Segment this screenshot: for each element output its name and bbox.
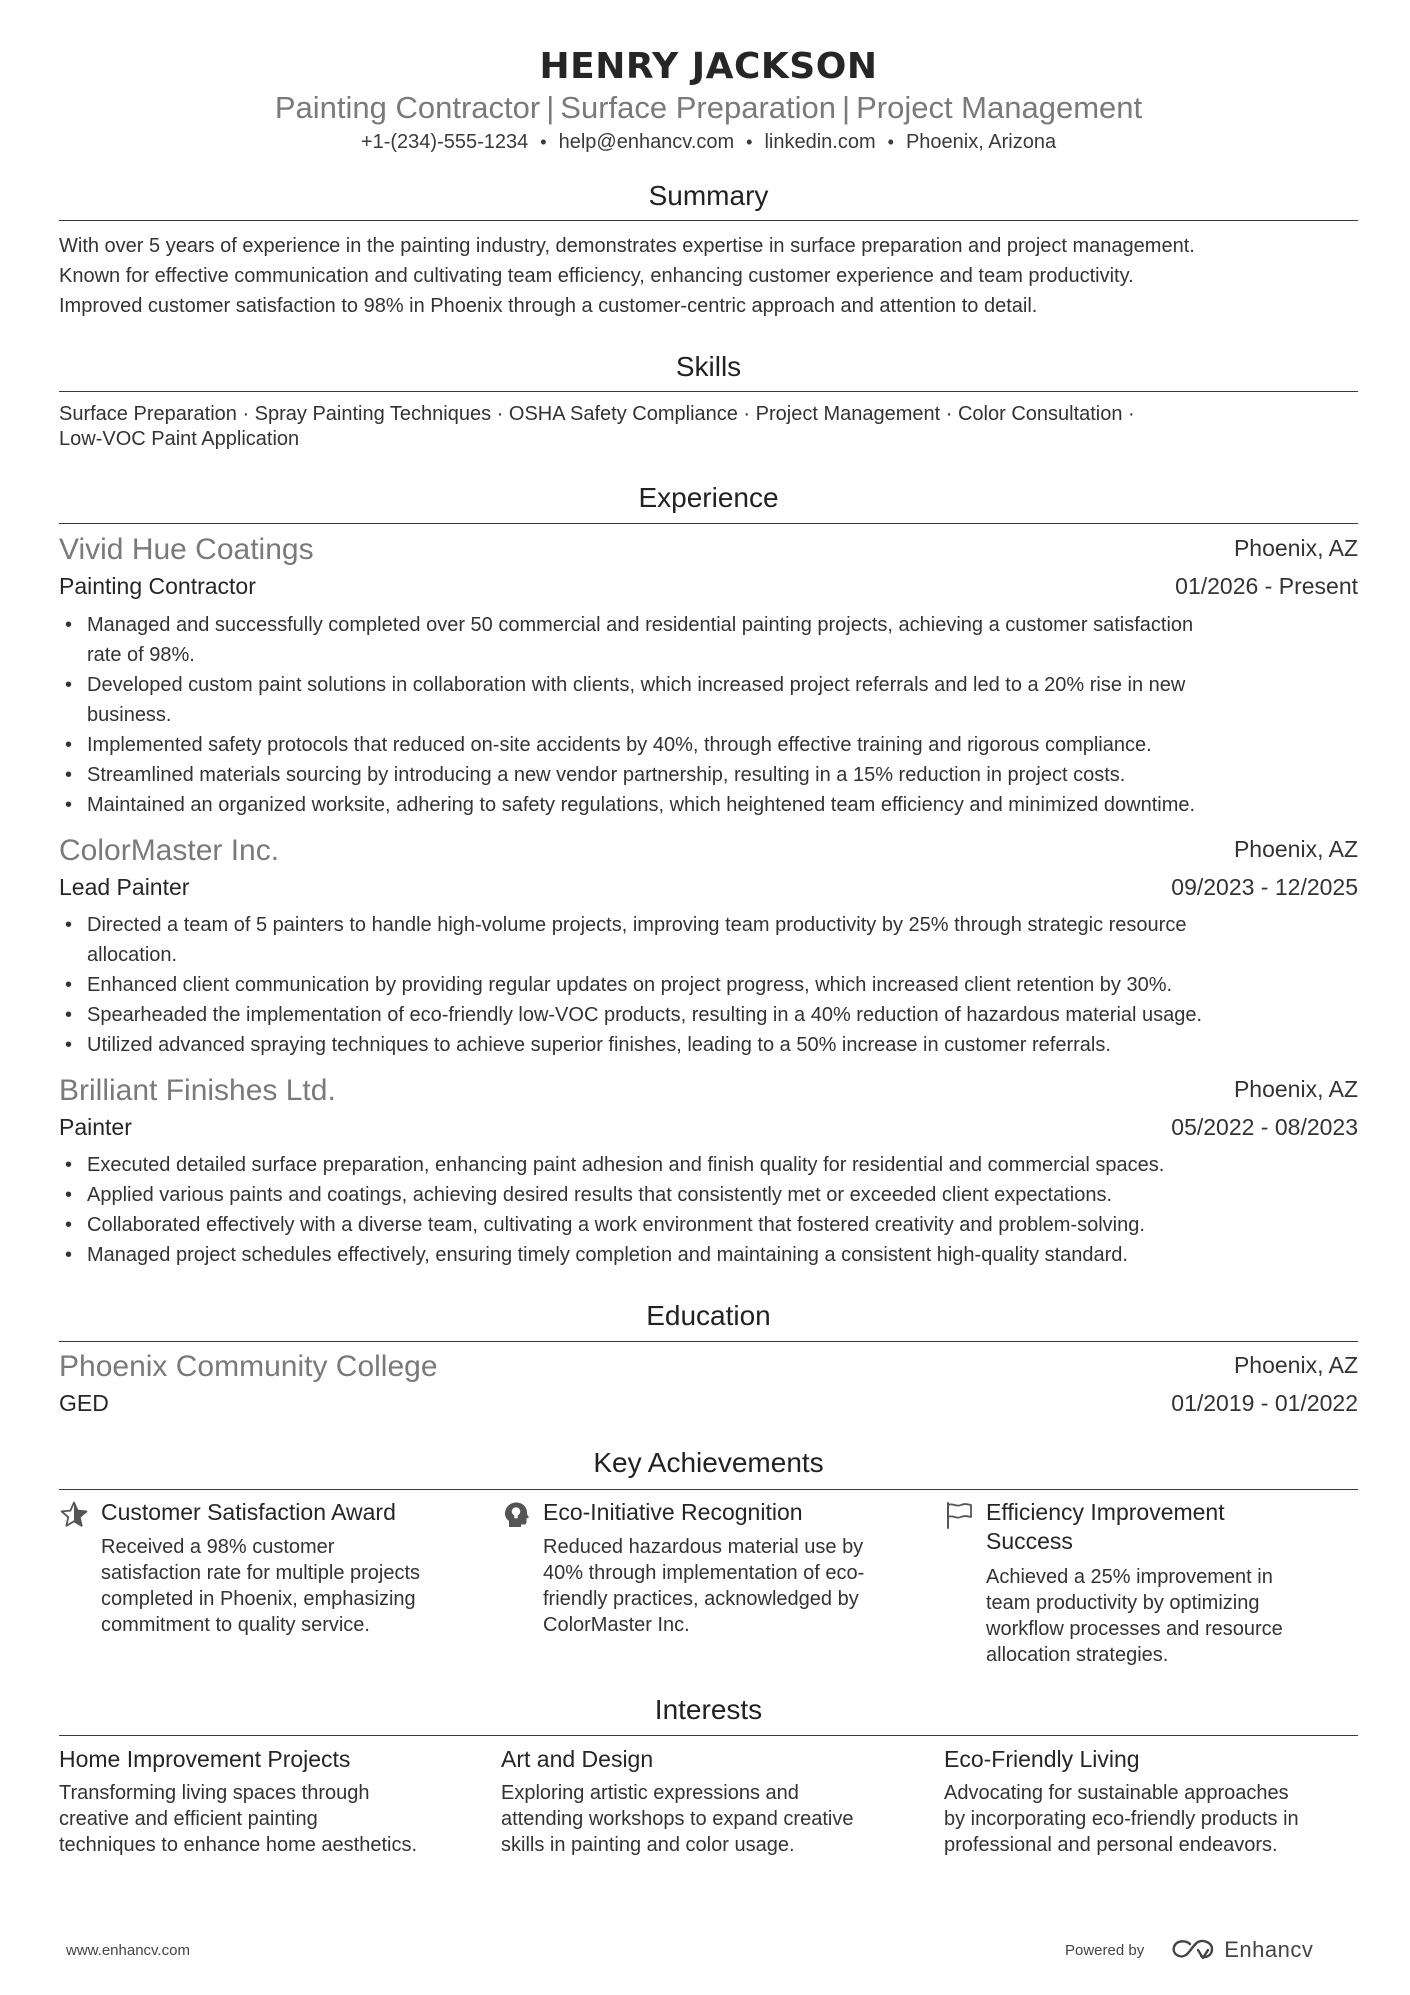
achievement-description: Achieved a 25% improvement in team productivity by optimizing workflow processes and resource allocation strategies. bbox=[986, 1566, 1283, 1666]
bullet-item: • Utilized advanced spraying techniques to achieve superior finishes, leading to a 50% increase in customer referrals. bbox=[59, 1030, 1358, 1060]
candidate-name: HENRY JACKSON bbox=[539, 46, 878, 87]
skills-heading: Skills bbox=[675, 351, 742, 382]
bullet-item: • Collaborated effectively with a diverse team, cultivating a work environment that fostered creativity and problem-solving. bbox=[59, 1210, 1358, 1240]
enhancv-logo-icon bbox=[1170, 1938, 1216, 1962]
job-dates: 09/2023 - 12/2025 bbox=[1171, 874, 1358, 900]
job-title: Painting Contractor bbox=[59, 573, 256, 599]
bullet-item: • Spearheaded the implementation of eco-friendly low-VOC products, resulting in a 40% reduction of hazardous material usage. bbox=[59, 1000, 1358, 1030]
interest-title: Eco-Friendly Living bbox=[944, 1746, 1140, 1772]
job-bullets bbox=[59, 610, 1358, 820]
job-location: Phoenix, AZ bbox=[1233, 836, 1358, 862]
head-lightbulb-icon bbox=[501, 1500, 531, 1530]
interest-item bbox=[59, 1744, 479, 1858]
headline-item: Painting Contractor bbox=[274, 90, 541, 125]
section-divider bbox=[59, 523, 1358, 524]
contact-separator: • bbox=[746, 132, 753, 152]
achievement-item bbox=[501, 1498, 901, 1658]
interest-title: Art and Design bbox=[501, 1746, 654, 1772]
education-heading: Education bbox=[646, 1300, 771, 1331]
section-divider bbox=[59, 1735, 1358, 1736]
company-name: Vivid Hue Coatings bbox=[59, 533, 314, 566]
summary-text bbox=[59, 231, 1358, 321]
bullet-item: • Maintained an organized worksite, adhering to safety regulations, which heightened team efficiency and minimized downtime. bbox=[59, 790, 1358, 820]
section-divider bbox=[59, 1489, 1358, 1490]
bullet-item: • Applied various paints and coatings, achieving desired results that consistently met or exceeded client expectations. bbox=[59, 1180, 1358, 1210]
headline bbox=[59, 90, 1358, 126]
flag-icon bbox=[944, 1500, 974, 1530]
star-icon bbox=[59, 1500, 89, 1530]
location: Phoenix, Arizona bbox=[905, 131, 1057, 153]
bullet-item: • Managed and successfully completed over 50 commercial and residential painting projects, achieving a customer satisfaction rate of 98%. bbox=[59, 610, 1358, 670]
linkedin-link[interactable]: linkedin.com bbox=[764, 131, 876, 153]
headline-item: Project Management bbox=[856, 90, 1143, 125]
achievement-description: Reduced hazardous material use by 40% through implementation of eco- friendly practices, acknowledged by ColorMaster Inc. bbox=[543, 1536, 865, 1636]
section-divider bbox=[59, 1341, 1358, 1342]
job-title: Painter bbox=[59, 1114, 132, 1140]
skills-line: Low-VOC Paint Application bbox=[59, 428, 300, 450]
summary-line: With over 5 years of experience in the painting industry, demonstrates expertise in surface preparation and project management. bbox=[59, 235, 1195, 257]
interest-item bbox=[944, 1744, 1364, 1858]
summary-line: Improved customer satisfaction to 98% in Phoenix through a customer-centric approach and attention to detail. bbox=[59, 295, 1038, 317]
bullet-item: • Executed detailed surface preparation, enhancing paint adhesion and finish quality for residential and commercial spaces. bbox=[59, 1150, 1358, 1180]
bullet-item: • Directed a team of 5 painters to handle high-volume projects, improving team productivity by 25% through strategic resource allocation. bbox=[59, 910, 1358, 970]
summary-heading: Summary bbox=[648, 180, 769, 211]
company-name: Brilliant Finishes Ltd. bbox=[59, 1074, 336, 1107]
job-title: Lead Painter bbox=[59, 874, 190, 900]
interest-description: Transforming living spaces through creative and efficient painting techniques to enhance home aesthetics. bbox=[59, 1782, 418, 1856]
headline-separator: | bbox=[842, 90, 851, 125]
interest-description: Exploring artistic expressions and attending workshops to expand creative skills in painting and color usage. bbox=[501, 1782, 854, 1856]
headline-item: Surface Preparation bbox=[560, 90, 837, 125]
bullet-item: • Managed project schedules effectively, ensuring timely completion and maintaining a consistent high-quality standard. bbox=[59, 1240, 1358, 1270]
interest-title: Home Improvement Projects bbox=[59, 1746, 351, 1772]
bullet-item: • Streamlined materials sourcing by introducing a new vendor partnership, resulting in a 15% reduction in project costs. bbox=[59, 760, 1358, 790]
school-name: Phoenix Community College bbox=[59, 1350, 438, 1383]
job-dates: 05/2022 - 08/2023 bbox=[1171, 1114, 1358, 1140]
achievement-description: Received a 98% customer satisfaction rate for multiple projects completed in Phoenix, emphasizing commitment to quality service. bbox=[101, 1536, 421, 1636]
experience-heading: Experience bbox=[638, 482, 779, 513]
achievement-title: Efficiency Improvement Success bbox=[986, 1499, 1225, 1554]
email-link[interactable]: help@enhancv.com bbox=[558, 131, 735, 153]
company-name: ColorMaster Inc. bbox=[59, 834, 280, 867]
interests-heading: Interests bbox=[654, 1694, 763, 1725]
section-divider bbox=[59, 220, 1358, 221]
brand-name: Enhancv bbox=[1224, 1937, 1314, 1962]
summary-line: Known for effective communication and cultivating team efficiency, enhancing customer experience and team productivity. bbox=[59, 265, 1134, 287]
job-bullets bbox=[59, 910, 1358, 1060]
powered-by-label: Powered by bbox=[1065, 1941, 1145, 1959]
bullet-item: • Implemented safety protocols that reduced on-site accidents by 40%, through effective training and rigorous compliance. bbox=[59, 730, 1358, 760]
section-divider bbox=[59, 391, 1358, 392]
phone[interactable]: +1-(234)-555-1234 bbox=[360, 131, 529, 153]
contact-separator: • bbox=[540, 132, 547, 152]
headline-separator: | bbox=[546, 90, 555, 125]
achievement-title: Customer Satisfaction Award bbox=[101, 1499, 396, 1525]
skills-list bbox=[59, 402, 1358, 452]
job-location: Phoenix, AZ bbox=[1233, 535, 1358, 561]
achievement-item bbox=[59, 1498, 459, 1658]
contact-separator: • bbox=[887, 132, 894, 152]
education-dates: 01/2019 - 01/2022 bbox=[1171, 1390, 1358, 1416]
footer-website-link[interactable]: www.enhancv.com bbox=[66, 1942, 190, 1959]
bullet-item: • Developed custom paint solutions in collaboration with clients, which increased project referrals and led to a 20% rise in new business. bbox=[59, 670, 1358, 730]
bullet-item: • Enhanced client communication by providing regular updates on project progress, which increased client retention by 30%. bbox=[59, 970, 1358, 1000]
skills-line: Surface Preparation · Spray Painting Techniques · OSHA Safety Compliance · Project Management · Color Consultation · bbox=[59, 403, 1135, 425]
achievement-item bbox=[944, 1498, 1344, 1688]
job-location: Phoenix, AZ bbox=[1233, 1076, 1358, 1102]
school-location: Phoenix, AZ bbox=[1233, 1352, 1358, 1378]
job-bullets bbox=[59, 1150, 1358, 1270]
degree: GED bbox=[59, 1390, 109, 1416]
contact-info bbox=[59, 131, 1358, 154]
achievements-heading: Key Achievements bbox=[593, 1447, 824, 1478]
powered-by bbox=[1065, 1935, 1313, 1965]
achievement-title: Eco-Initiative Recognition bbox=[543, 1499, 803, 1525]
job-dates: 01/2026 - Present bbox=[1175, 573, 1358, 599]
interest-description: Advocating for sustainable approaches by incorporating eco-friendly products in professional and personal endeavors. bbox=[944, 1782, 1299, 1856]
interest-item bbox=[501, 1744, 921, 1858]
